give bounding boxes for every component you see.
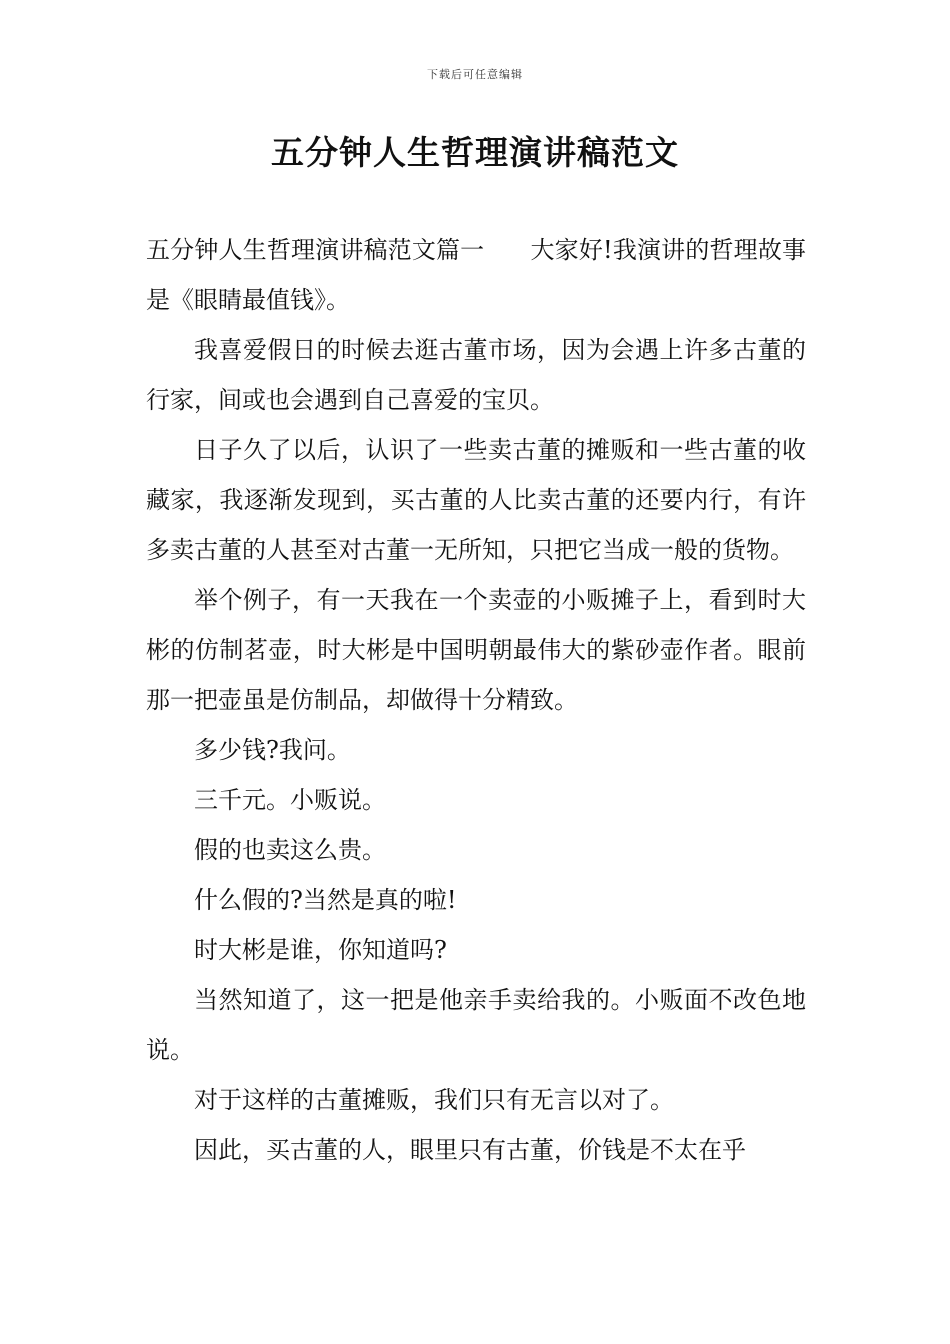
paragraph: 我喜爱假日的时候去逛古董市场，因为会遇上许多古董的行家，间或也会遇到自己喜爱的宝贝。 bbox=[146, 336, 806, 414]
intro-text: 大家好!我演讲的哲理故事是《眼睛最值钱》。 bbox=[146, 236, 806, 314]
document-body bbox=[146, 225, 806, 1175]
page-title: 五分钟人生哲理演讲稿范文 bbox=[271, 133, 679, 172]
paragraph: 时大彬是谁，你知道吗? bbox=[194, 936, 447, 964]
paragraph: 当然知道了，这一把是他亲手卖给我的。小贩面不改色地说。 bbox=[146, 986, 806, 1064]
paragraph: 假的也卖这么贵。 bbox=[194, 836, 386, 864]
header-note: 下载后可任意编辑 bbox=[427, 68, 523, 81]
paragraph: 多少钱?我问。 bbox=[194, 736, 351, 764]
paragraph: 什么假的?当然是真的啦! bbox=[194, 886, 457, 914]
paragraph: 对于这样的古董摊贩，我们只有无言以对了。 bbox=[194, 1086, 674, 1114]
paragraph: 因此，买古董的人，眼里只有古董，价钱是不太在乎 bbox=[194, 1136, 746, 1164]
paragraph: 三千元。小贩说。 bbox=[194, 786, 386, 814]
section-heading-inline: 五分钟人生哲理演讲稿范文篇一 bbox=[146, 236, 485, 264]
paragraph: 日子久了以后，认识了一些卖古董的摊贩和一些古董的收藏家，我逐渐发现到，买古董的人比卖古董的还要内行，有许多卖古董的人甚至对古董一无所知，只把它当成一般的货物。 bbox=[146, 436, 806, 564]
paragraph-intro bbox=[146, 225, 806, 325]
paragraph: 举个例子，有一天我在一个卖壶的小贩摊子上，看到时大彬的仿制茗壶，时大彬是中国明朝最伟大的紫砂壶作者。眼前那一把壶虽是仿制品，却做得十分精致。 bbox=[146, 586, 806, 714]
